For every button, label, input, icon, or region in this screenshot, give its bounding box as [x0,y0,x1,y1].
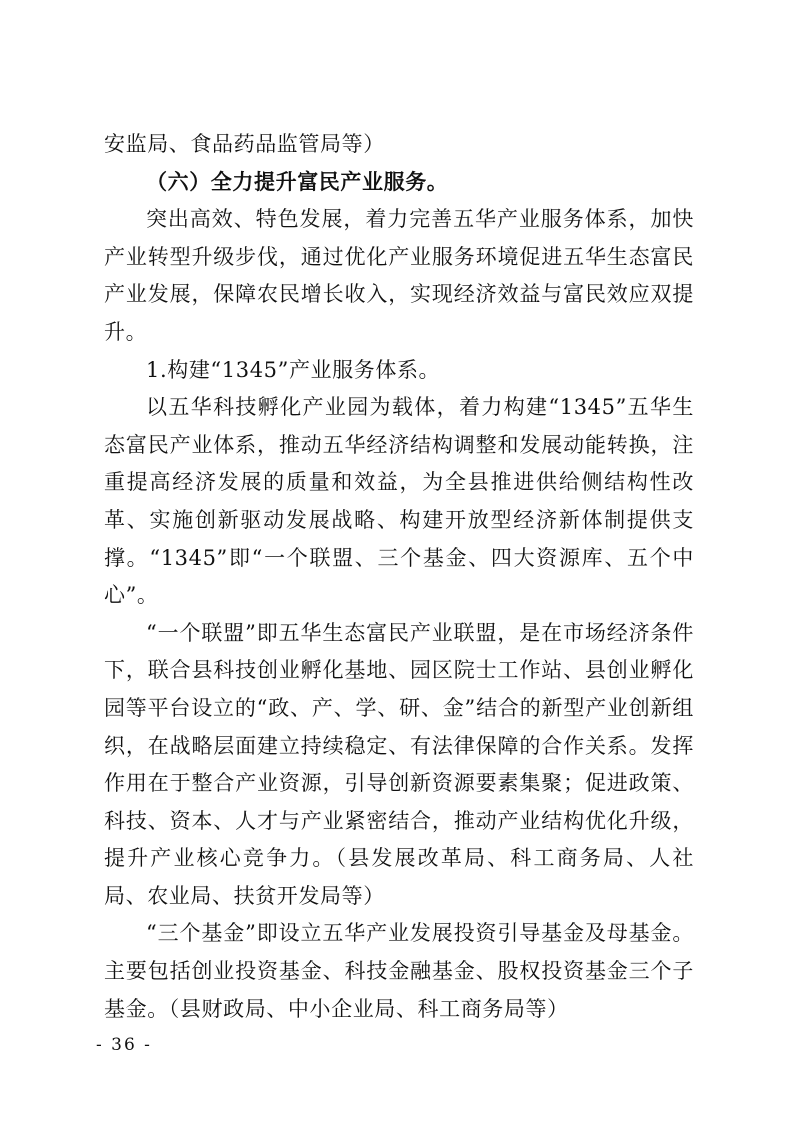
paragraph-2: 突出高效、特色发展，着力完善五华产业服务体系，加快产业转型升级步伐，通过优化产业服务环境促进五华生态富民产业发展，保障农民增长收入，实现经济效益与富民效应双提升。 [104,207,694,344]
paragraph-5: “一个联盟”即五华生态富民产业联盟，是在市场经济条件下，联合县科技创业孵化基地、园区院士工作站、县创业孵化园等平台设立的“政、产、学、研、金”结合的新型产业创新组织，在战略层面建立持续稳定、有法律保障的合作关系。发挥作用在于整合产业资源，引导创新资源要素集聚；促进政策、科技、资本、人才与产业紧密结合，推动产业结构优化升级，提升产业核心竞争力。（县发展改革局、科工商务局、人社局、农业局、扶贫开发局等） [104,620,694,908]
document-body [104,126,694,1028]
paragraph-4: 以五华科技孵化产业园为载体，着力构建“1345”五华生态富民产业体系，推动五华经济结构调整和发展动能转换，注重提高经济发展的质量和效益，为全县推进供给侧结构性改革、实施创新驱动发展战略、构建开放型经济新体制提供支撑。“1345”即“一个联盟、三个基金、四大资源库、五个中心”。 [104,395,694,608]
section-heading: （六）全力提升富民产业服务。 [146,169,449,194]
paragraph-0: 安监局、食品药品监管局等） [104,132,385,156]
paragraph-6: “三个基金”即设立五华产业发展投资引导基金及母基金。主要包括创业投资基金、科技金融基金、股权投资基金三个子基金。（县财政局、中小企业局、科工商务局等） [104,921,694,1021]
subheading-1: 1.构建“1345”产业服务体系。 [146,357,441,382]
page-number: - 36 - [96,1035,152,1055]
